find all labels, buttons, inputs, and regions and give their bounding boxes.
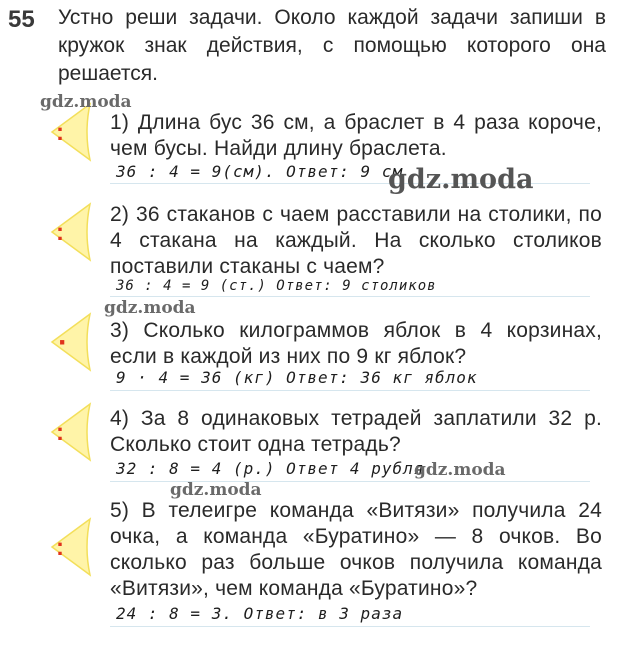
ruled-line: [110, 296, 590, 297]
ruled-line: [110, 390, 590, 391]
exercise-number: 55: [8, 6, 35, 33]
operation-marker-5: [44, 515, 92, 579]
operation-sign: :: [56, 119, 64, 146]
problem-3-text: 3) Сколько килограммов яблок в 4 корзинах, если в каждой из них по 9 кг яблок?: [110, 319, 602, 368]
problem-2-answer: 36 : 4 = 9 (ст.) Ответ: 9 столиков: [116, 278, 437, 294]
operation-marker-3: [44, 310, 92, 374]
problem-1-answer: 36 : 4 = 9(см). Ответ: 9 см: [116, 162, 404, 181]
operation-sign: :: [56, 419, 64, 446]
problem-4-text: 4) За 8 одинаковых тетрадей заплатили 32 р. Сколько стоит одна тетрадь?: [110, 407, 602, 456]
operation-marker-4: [44, 400, 92, 464]
watermark: gdz.moda: [170, 480, 262, 500]
operation-sign: :: [56, 534, 64, 561]
operation-sign: ·: [58, 326, 68, 359]
watermark: gdz.moda: [414, 460, 506, 480]
ruled-line: [110, 626, 590, 627]
watermark: gdz.moda: [104, 298, 196, 318]
operation-sign: :: [56, 219, 64, 246]
problem-3-answer: 9 · 4 = 36 (кг) Ответ: 36 кг яблок: [116, 368, 478, 387]
exercise-instruction: Устно реши задачи. Около каждой задачи запиши в кружок знак действия, с помощью которого она решается.: [58, 6, 606, 85]
problem-5-answer: 24 : 8 = 3. Ответ: в 3 раза: [116, 604, 404, 623]
watermark: gdz.moda: [40, 92, 132, 112]
operation-marker-2: [44, 200, 92, 264]
problem-1-text: 1) Длина бус 36 см, а браслет в 4 раза короче, чем бусы. Найди длину браслета.: [110, 111, 602, 160]
problem-2-text: 2) 36 стаканов с чаем расставили на столики, по 4 стакана на каждый. На сколько столиков поставили стаканы с чаем?: [110, 203, 602, 278]
problem-4-answer: 32 : 8 = 4 (р.) Ответ 4 рубля: [116, 459, 425, 478]
watermark: gdz.moda: [388, 164, 534, 195]
problem-5-text: 5) В телеигре команда «Витязи» получила 24 очка, а команда «Буратино» — 8 очков. Во сколько раз больше очков получила команда «Витязи», чем команда «Буратино»?: [110, 499, 602, 600]
